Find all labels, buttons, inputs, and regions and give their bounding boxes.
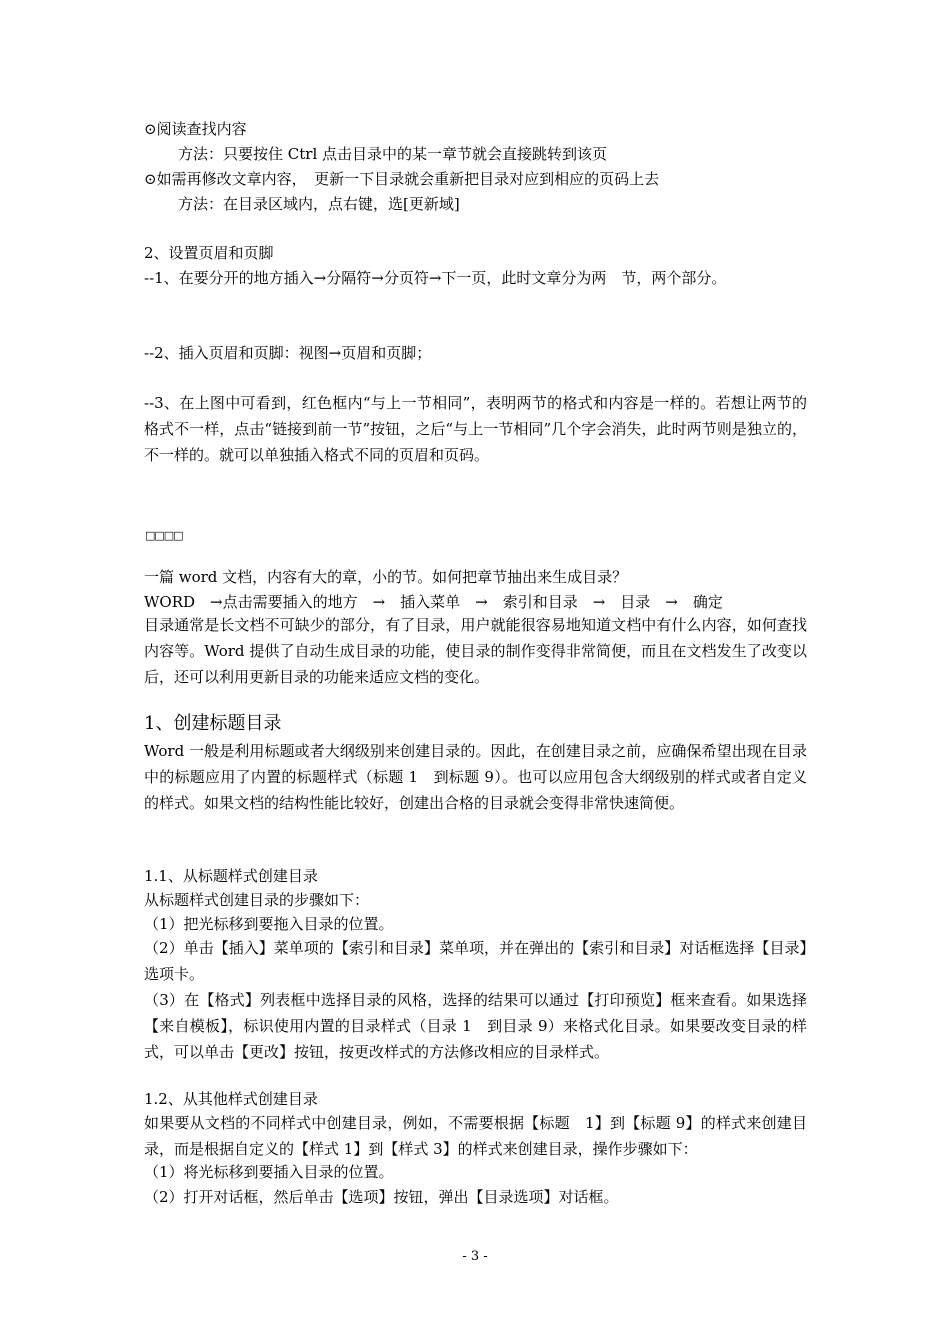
step-3: （3）在【格式】列表框中选择目录的风格，选择的结果可以通过【打印预览】框来查看。如果选择【来自模板】，标识使用内置的目录样式（目录 1 到目录 9）来格式化目录。如果要改变目录的样式，可以单击【更改】按钮，按更改样式的方法修改相应的目录样式。 — [144, 991, 807, 1061]
heading-from-other-styles: 1.2、从其他样式创建目录 — [144, 1090, 318, 1108]
step-insert-header: --2、插入页眉和页脚：视图→页眉和页脚； — [144, 344, 432, 362]
step-1: （1）把光标移到要拖入目录的位置。 — [144, 915, 394, 933]
heading-create-toc: 1、创建标题目录 — [144, 713, 282, 734]
other-step-1: （1）将光标移到要插入目录的位置。 — [144, 1163, 394, 1181]
heading-from-heading-styles: 1.1、从标题样式创建目录 — [144, 867, 318, 885]
step-2: （2）单击【插入】菜单项的【索引和目录】菜单项，并在弹出的【索引和目录】对话框选择【目录】选项卡。 — [144, 939, 807, 983]
bullet-read-find: ⊙阅读查找内容 — [144, 120, 247, 138]
garbled-glyphs: □□□□ — [145, 529, 183, 542]
other-step-2: （2）打开对话框，然后单击【选项】按钮，弹出【目录选项】对话框。 — [144, 1188, 619, 1206]
toc-intro-paragraph: 目录通常是长文档不可缺少的部分，有了目录，用户就能很容易地知道文档中有什么内容，如何查找内容等。Word 提供了自动生成目录的功能，使目录的制作变得非常简便，而且在文档发生了改变以后，还可以利用更新目录的功能来适应文档的变化。 — [144, 616, 807, 686]
section-header-footer: 2、设置页眉和页脚 — [144, 244, 274, 262]
step-link-previous: --3、在上图中可看到，红色框内“与上一节相同”，表明两节的格式和内容是一样的。若想让两节的格式不一样，点击“链接到前一节”按钮，之后“与上一节相同”几个字会消失，此时两节则是独立的，不一样的。就可以单独插入格式不同的页眉和页码。 — [144, 394, 807, 464]
page-number: - 3 - — [462, 1249, 488, 1264]
intro-question: 一篇 word 文档，内容有大的章，小的节。如何把章节抽出来生成目录？ — [144, 568, 628, 586]
bullet-update-toc: ⊙如需再修改文章内容， 更新一下目录就会重新把目录对应到相应的页码上去 — [144, 170, 660, 188]
method-ctrl-click: 方法：只要按住 Ctrl 点击目录中的某一章节就会直接跳转到该页 — [178, 145, 608, 163]
step-insert-break: --1、在要分开的地方插入→分隔符→分页符→下一页，此时文章分为两 节，两个部分。 — [144, 269, 727, 287]
create-toc-paragraph: Word 一般是利用标题或者大纲级别来创建目录的。因此，在创建目录之前，应确保希望出现在目录中的标题应用了内置的标题样式（标题 1 到标题 9）。也可以应用包含大纲级别的样式或者自定义的样式。如果文档的结构性能比较好，创建出合格的目录就会变得非常快速简便。 — [144, 742, 807, 812]
other-styles-paragraph: 如果要从文档的不同样式中创建目录，例如，不需要根据【标题 1】到【标题 9】的样式来创建目录，而是根据自定义的【样式 1】到【样式 3】的样式来创建目录，操作步骤如下： — [144, 1114, 807, 1158]
method-update-field: 方法：在目录区域内，点右键，选[更新域] — [178, 195, 460, 213]
menu-path: WORD →点击需要插入的地方 → 插入菜单 → 索引和目录 → 目录 → 确定 — [144, 593, 723, 611]
steps-intro: 从标题样式创建目录的步骤如下： — [144, 891, 370, 909]
